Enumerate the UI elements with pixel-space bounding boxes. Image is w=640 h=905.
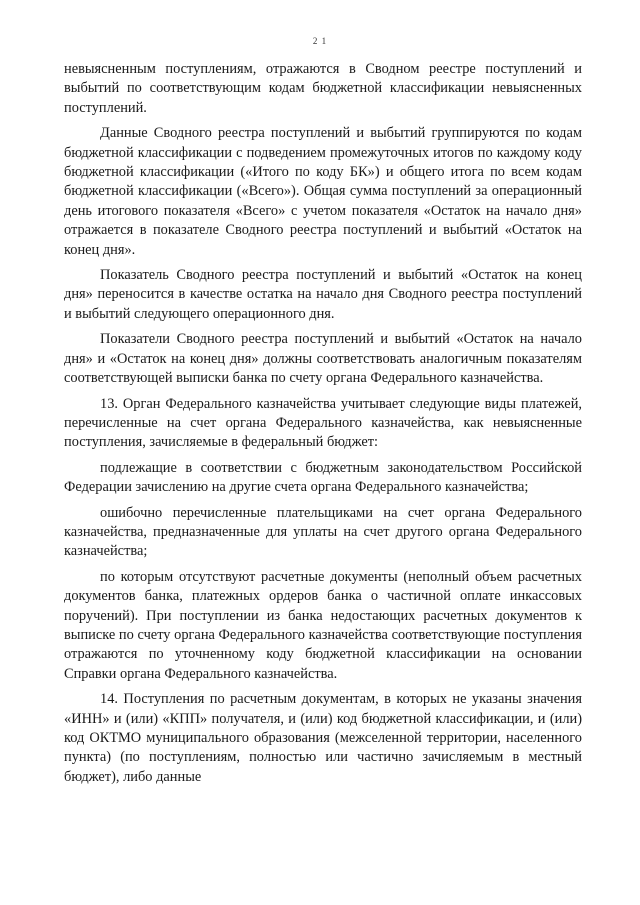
paragraph-continuation: невыясненным поступлениям, отражаются в Сводном реестре поступлений и выбытий по соответствующим кодам бюджетной классификации невыясненных поступлений. (64, 61, 582, 116)
page-number: 2 1 (312, 36, 328, 46)
document-body (64, 60, 582, 787)
paragraph-end-balance: Показатель Сводного реестра поступлений и выбытий «Остаток на конец дня» переносится в качестве остатка на начало дня Сводного реестра поступлений и выбытий следующего операционного дня. (64, 267, 582, 322)
list-item-erroneous: ошибочно перечисленные плательщиками на счет органа Федерального казначейства, предназначенные для уплаты на счет другого органа Федерального казначейства; (64, 504, 582, 560)
paragraph-balances-match: Показатели Сводного реестра поступлений и выбытий «Остаток на начало дня» и «Остаток на конец дня» должны соответствовать аналогичным показателям соответствующей выписки банка по счету органа Федерального казначейства. (64, 331, 582, 387)
list-item-other-accounts: подлежащие в соответствии с бюджетным законодательством Российской Федерации зачислению на другие счета органа Федерального казначейства; (64, 459, 582, 496)
paragraph-grouping: Данные Сводного реестра поступлений и выбытий группируются по кодам бюджетной классификации с подведением промежуточных итогов по каждому коду бюджетной классификации («Итого по коду БК») и общего итога по всем кодам бюджетной классификации («Всего»). Общая сумма поступлений за операционный день итогового показателя «Всего» с учетом показателя «Остаток на начало дня» отражается в показателе Сводного реестра поступлений и выбытий «Остаток на конец дня». (64, 125, 582, 258)
paragraph-item-13: 13. Орган Федерального казначейства учитывает следующие виды платежей, перечисленные на счет органа Федерального казначейства, как невыясненные поступления, зачисляемые в федеральный бюджет: (64, 395, 582, 451)
list-item-no-documents: по которым отсутствуют расчетные документы (неполный объем расчетных документов банка, платежных ордеров банка о частичной оплате инкассовых поручений). При поступлении из банка недостающих расчетных документов к выписке по счету органа Федерального казначейства соответствующие поступления отражаются по уточненному коду бюджетной классификации на основании Справки органа Федерального казначейства. (64, 568, 582, 682)
paragraph-item-14: 14. Поступления по расчетным документам, в которых не указаны значения «ИНН» и (или) «КПП» получателя, и (или) код бюджетной классификации, и (или) код ОКТМО муниципального образования (межселенной территории, населенного пункта) (по поступлениям, полностью или частично зачисляемым в местный бюджет), либо данные (64, 691, 582, 785)
